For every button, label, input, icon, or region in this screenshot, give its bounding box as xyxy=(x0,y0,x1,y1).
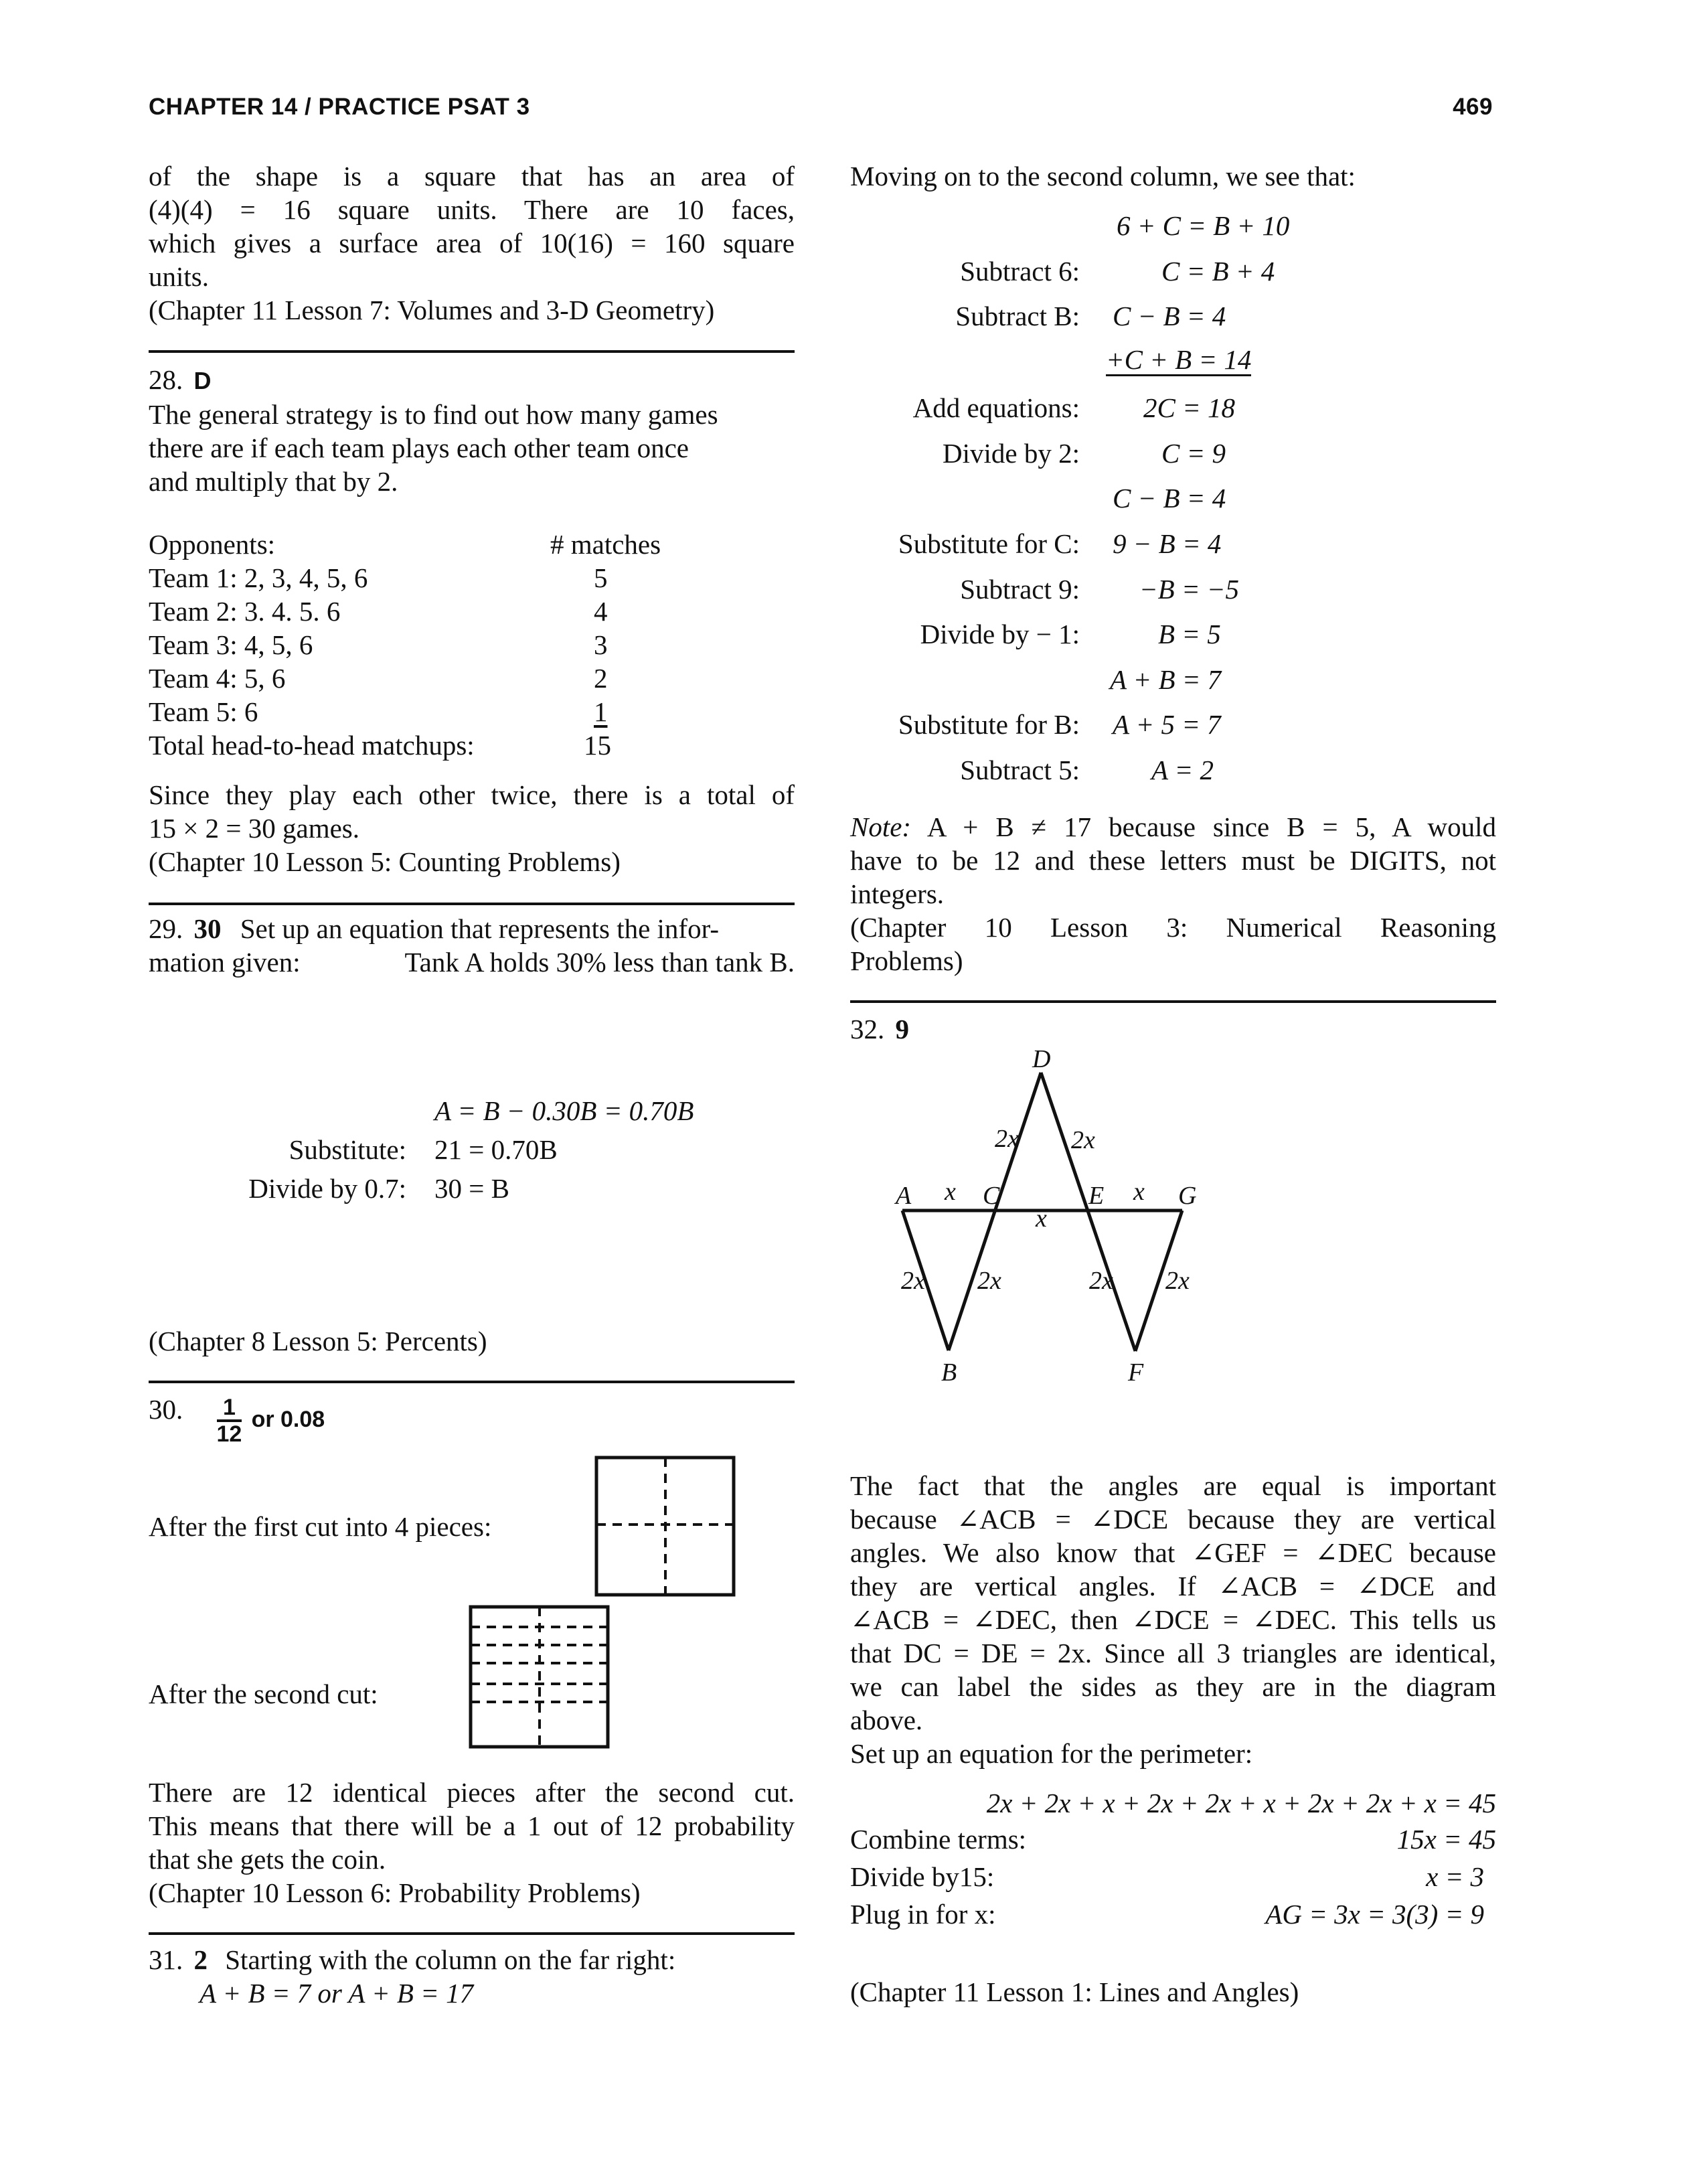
q31-first-equation: A + B = 7 or A + B = 17 xyxy=(199,1978,474,2009)
table-header-right: # matches xyxy=(550,529,661,560)
step-expression: 9 − B = 4 xyxy=(1113,528,1222,559)
step-label: Substitute for B: xyxy=(898,709,1080,740)
q29-main-equation: A = B − 0.30B = 0.70B xyxy=(434,1095,694,1126)
step-label: Subtract 5: xyxy=(960,755,1080,785)
section-divider xyxy=(149,1381,795,1383)
q28-conclusion xyxy=(149,778,795,878)
step-expression: A + B = 7 xyxy=(1110,664,1222,695)
perimeter-equation: 2x + 2x + x + 2x + 2x + x + 2x + 2x + x = 45 xyxy=(986,1788,1496,1818)
segment-label-EG: x xyxy=(1133,1178,1145,1206)
section-divider xyxy=(149,1932,795,1935)
q31-note xyxy=(850,810,1496,978)
step-expression-underlined: +C + B = 14 xyxy=(1106,344,1252,375)
point-label-E: E xyxy=(1088,1182,1105,1210)
q29-line2 xyxy=(149,945,795,979)
table-header-left: Opponents: xyxy=(149,529,276,560)
step-expression: B = 5 xyxy=(1158,619,1221,649)
q29-equations xyxy=(149,1094,795,1208)
second-cut-label: After the second cut: xyxy=(149,1679,378,1709)
segment-label-DE: 2x xyxy=(1071,1126,1095,1154)
point-label-F: F xyxy=(1128,1358,1144,1387)
table-row xyxy=(149,661,795,695)
q29-heading xyxy=(149,912,795,945)
step-label: Subtract 6: xyxy=(960,256,1080,287)
q31-second-column-intro: Moving on to the second column, we see that: xyxy=(850,161,1356,191)
point-label-C: C xyxy=(983,1182,1000,1210)
fraction-denominator: 12 xyxy=(216,1421,242,1447)
q31-reference-line: Problems) xyxy=(850,945,963,976)
step-label: Combine terms: xyxy=(850,1824,1027,1855)
note-prefix: Note: xyxy=(850,811,912,842)
page-number: 469 xyxy=(1453,94,1493,120)
q30-explanation-line: that she gets the coin. xyxy=(149,1844,386,1875)
step-label: Plug in for x: xyxy=(850,1899,996,1930)
table-cell-label: Team 3: 4, 5, 6 xyxy=(149,629,313,660)
table-cell-value: 1 xyxy=(594,696,608,727)
q28-heading xyxy=(149,363,795,398)
note-text: A + B ≠ 17 because since B = 5, A would xyxy=(926,811,1496,842)
q30-explanation-line: There are 12 identical pieces after the second cut. xyxy=(149,1777,795,1808)
step-expression: −B = −5 xyxy=(1139,574,1240,605)
first-cut-diagram xyxy=(594,1456,738,1599)
step-label: Substitute: xyxy=(289,1134,406,1165)
point-label-D: D xyxy=(1032,1045,1051,1073)
table-cell-value: 3 xyxy=(594,629,608,660)
q30-heading xyxy=(149,1393,325,1446)
q31-heading xyxy=(149,1943,795,1976)
segment-label-EF: 2x xyxy=(1089,1267,1113,1295)
answer: 2 xyxy=(193,1944,208,1975)
q32-equations xyxy=(850,1786,1496,1934)
q27-continuation xyxy=(149,159,795,327)
q32-explanation-line: they are vertical angles. If ∠ACB = ∠DCE and xyxy=(850,1571,1496,1602)
q29-line1: Set up an equation that represents the infor- xyxy=(240,913,720,944)
q32-explanation xyxy=(850,1469,1496,1770)
step-expression: 6 + C = B + 10 xyxy=(1117,210,1290,241)
step-expression: x = 3 xyxy=(1426,1861,1484,1892)
step-label: Divide by 0.7: xyxy=(248,1173,406,1204)
table-cell-value: 5 xyxy=(594,562,608,593)
section-divider xyxy=(149,350,795,353)
question-number: 32. xyxy=(850,1014,885,1044)
table-cell-value: 2 xyxy=(594,663,608,694)
step-label: Subtract 9: xyxy=(960,574,1080,605)
step-label: Add equations: xyxy=(912,392,1080,423)
table-cell-label: Team 1: 2, 3, 4, 5, 6 xyxy=(149,562,368,593)
answer: 30 xyxy=(193,913,222,944)
section-divider xyxy=(850,1000,1496,1003)
q32-perimeter-intro: Set up an equation for the perimeter: xyxy=(850,1738,1253,1769)
question-number: 29. xyxy=(149,913,183,944)
point-label-A: A xyxy=(896,1182,912,1210)
q27-line: (4)(4) = 16 square units. There are 10 faces, xyxy=(149,194,795,225)
q27-line: units. xyxy=(149,261,209,292)
q31-steps xyxy=(850,209,1496,791)
step-expression: AG = 3x = 3(3) = 9 xyxy=(1265,1899,1484,1930)
q29-line2-right: Tank A holds 30% less than tank B. xyxy=(404,947,795,978)
answer: 9 xyxy=(895,1014,909,1044)
q31-intro: Starting with the column on the far right: xyxy=(225,1944,676,1975)
q28-block xyxy=(149,363,795,498)
segment-label-AB: 2x xyxy=(901,1267,925,1295)
table-total-label: Total head-to-head matchups: xyxy=(149,730,475,761)
matches-table xyxy=(149,528,795,762)
table-row xyxy=(149,561,795,595)
segment-label-AC: x xyxy=(945,1178,956,1206)
q32-explanation-line: ∠ACB = ∠DEC, then ∠DCE = ∠DEC. This tells us xyxy=(850,1604,1496,1635)
step-expression: 15x = 45 xyxy=(1396,1824,1496,1855)
step-label: Divide by − 1: xyxy=(920,619,1080,649)
q32-heading xyxy=(850,1012,909,1046)
fraction-numerator: 1 xyxy=(217,1395,242,1422)
point-label-B: B xyxy=(941,1358,957,1387)
q30-explanation xyxy=(149,1776,795,1909)
q31-reference-line: (Chapter 10 Lesson 3: Numerical Reasoning xyxy=(850,912,1496,943)
q31-note-line: have to be 12 and these letters must be DIGITS, not xyxy=(850,845,1496,876)
table-total-row xyxy=(149,728,795,762)
q30-reference: (Chapter 10 Lesson 6: Probability Problems) xyxy=(149,1877,641,1908)
q32-explanation-line: that DC = DE = 2x. Since all 3 triangles are identical, xyxy=(850,1638,1496,1668)
q27-line: of the shape is a square that has an area of xyxy=(149,161,795,191)
step-expression: A + 5 = 7 xyxy=(1113,709,1221,740)
table-row xyxy=(149,628,795,661)
table-total-value: 15 xyxy=(584,730,611,761)
table-cell-label: Team 2: 3. 4. 5. 6 xyxy=(149,596,341,627)
triangles-diagram xyxy=(870,1044,1473,1446)
answer: D xyxy=(193,367,212,394)
q31-block xyxy=(149,1943,795,2010)
q27-reference: (Chapter 11 Lesson 7: Volumes and 3-D Geometry) xyxy=(149,295,715,325)
q32-explanation-line: we can label the sides as they are in the diagram xyxy=(850,1671,1496,1702)
q28-reference: (Chapter 10 Lesson 5: Counting Problems) xyxy=(149,846,621,877)
question-number: 31. xyxy=(149,1944,183,1975)
q28-intro-line: The general strategy is to find out how many games xyxy=(149,399,718,430)
q31-note-line xyxy=(850,810,1496,844)
q32-reference: (Chapter 11 Lesson 1: Lines and Angles) xyxy=(850,1976,1299,2007)
step-label: Subtract B: xyxy=(955,301,1080,331)
segment-label-DC: 2x xyxy=(995,1125,1019,1153)
step-expression: 30 = B xyxy=(434,1173,509,1204)
segment-label-GF: 2x xyxy=(1165,1267,1190,1295)
question-number: 28. xyxy=(149,364,183,395)
q28-conclusion-line: Since they play each other twice, there is a total of xyxy=(149,779,795,810)
step-label: Divide by15: xyxy=(850,1861,995,1892)
first-cut-label: After the first cut into 4 pieces: xyxy=(149,1511,492,1542)
step-expression: C = B + 4 xyxy=(1161,256,1275,287)
step-expression: C − B = 4 xyxy=(1113,483,1226,514)
chapter-header: CHAPTER 14 / PRACTICE PSAT 3 xyxy=(149,94,530,120)
segment-label-CE: x xyxy=(1036,1204,1047,1233)
q28-intro-line: there are if each team plays each other team once xyxy=(149,433,689,463)
table-cell-label: Team 5: 6 xyxy=(149,696,258,727)
q29-reference: (Chapter 8 Lesson 5: Percents) xyxy=(149,1326,487,1356)
question-number: 30. xyxy=(149,1394,183,1425)
segment-label-CB: 2x xyxy=(977,1267,1001,1295)
q31-note-line: integers. xyxy=(850,878,945,909)
answer-fraction xyxy=(217,1395,242,1446)
step-label: Substitute for C: xyxy=(898,528,1080,559)
table-row xyxy=(149,695,795,728)
q32-explanation-line: above. xyxy=(850,1705,923,1735)
point-label-G: G xyxy=(1178,1182,1197,1210)
table-header xyxy=(149,528,795,561)
step-expression: C − B = 4 xyxy=(1113,301,1226,331)
q29-block xyxy=(149,912,795,979)
q27-line: which gives a surface area of 10(16) = 160 square xyxy=(149,228,795,258)
step-expression: 21 = 0.70B xyxy=(434,1134,558,1165)
step-label: Divide by 2: xyxy=(943,438,1080,469)
q30-explanation-line: This means that there will be a 1 out of 12 probability xyxy=(149,1810,795,1841)
q32-explanation-line: angles. We also know that ∠GEF = ∠DEC because xyxy=(850,1537,1496,1568)
q29-line2-left: mation given: xyxy=(149,947,301,978)
step-expression: A = 2 xyxy=(1151,755,1214,785)
answer-alt: or 0.08 xyxy=(251,1407,325,1432)
second-cut-diagram xyxy=(469,1605,612,1751)
table-cell-value: 4 xyxy=(594,596,608,627)
step-expression: 2C = 18 xyxy=(1143,392,1236,423)
table-row xyxy=(149,595,795,628)
q32-explanation-line: The fact that the angles are equal is important xyxy=(850,1470,1496,1501)
section-divider xyxy=(149,903,795,905)
table-cell-label: Team 4: 5, 6 xyxy=(149,663,286,694)
q32-explanation-line: because ∠ACB = ∠DCE because they are vertical xyxy=(850,1504,1496,1535)
step-expression: C = 9 xyxy=(1161,438,1226,469)
q28-intro-line: and multiply that by 2. xyxy=(149,466,398,497)
q28-conclusion-line: 15 × 2 = 30 games. xyxy=(149,813,359,844)
